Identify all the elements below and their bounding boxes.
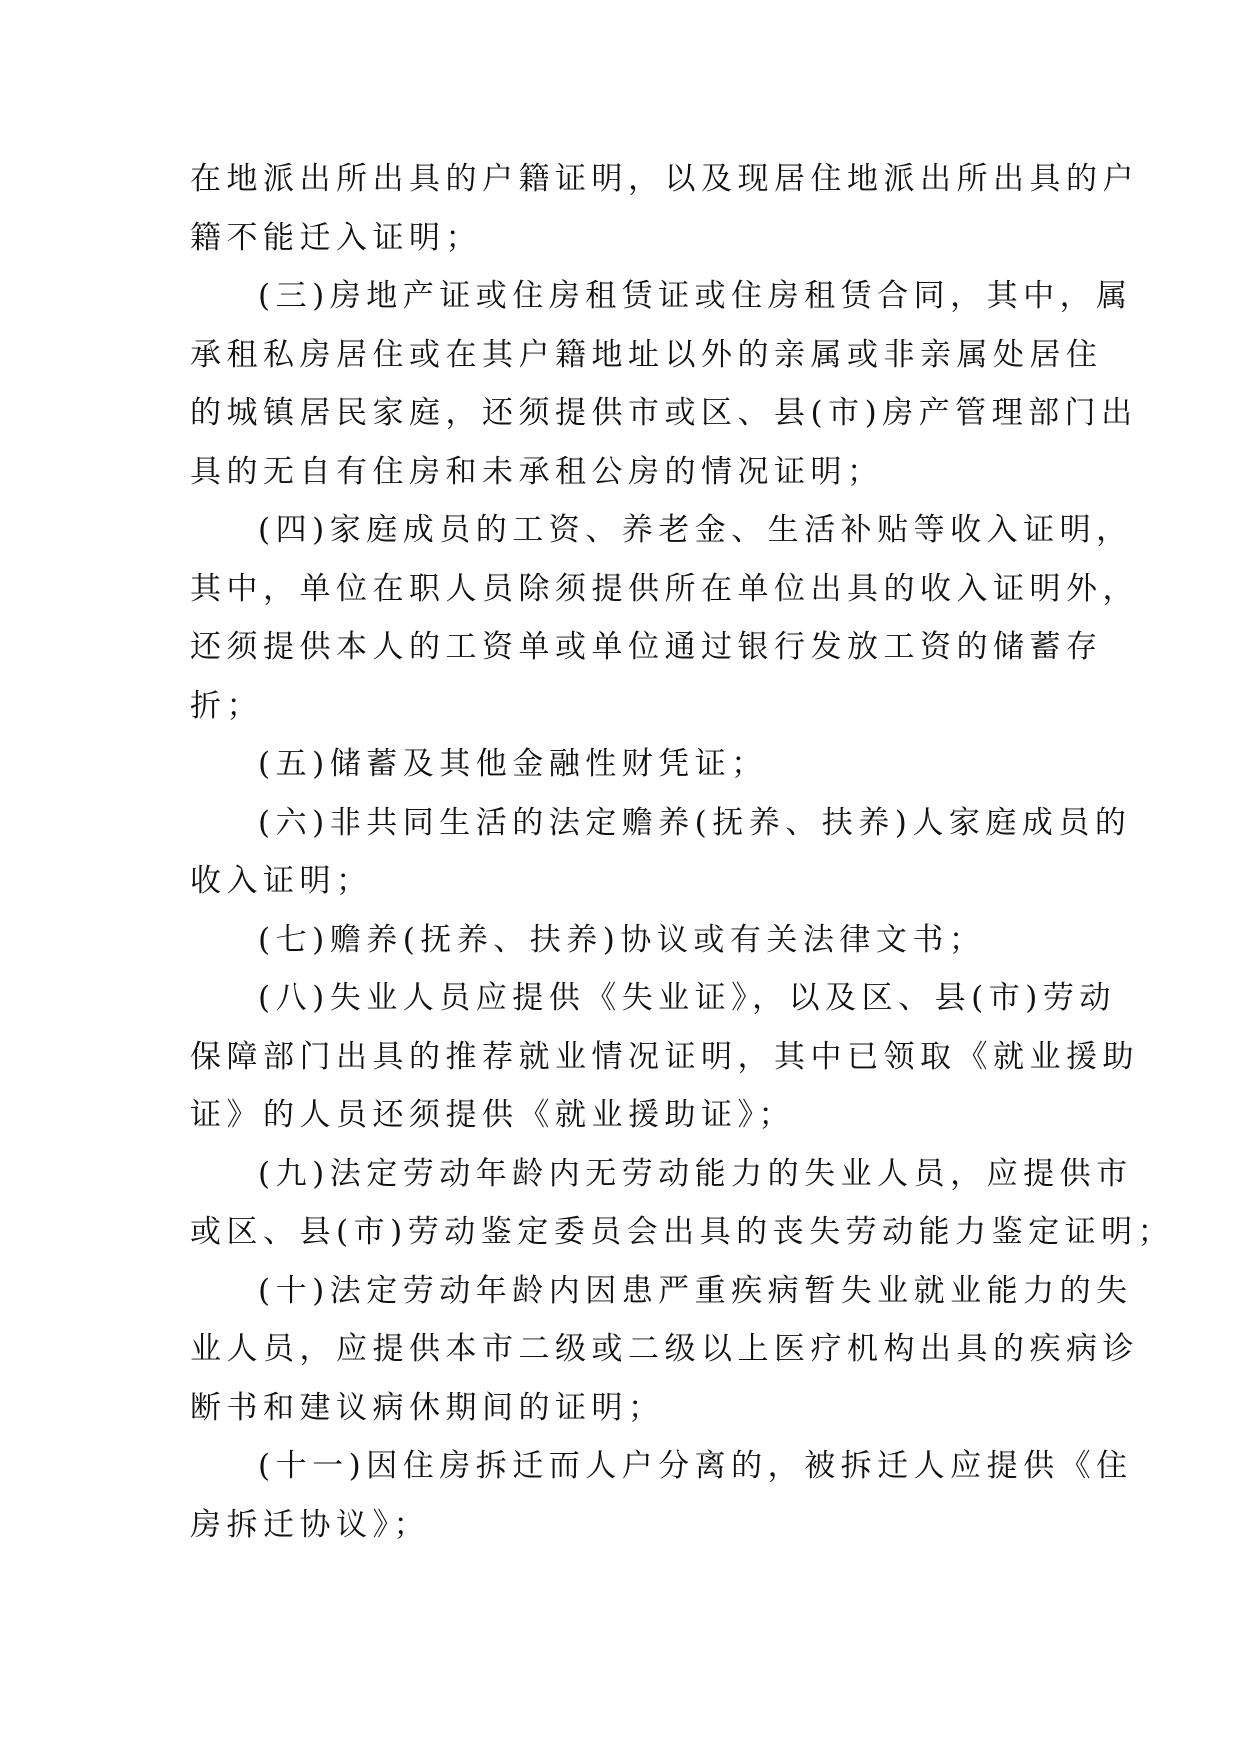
text-line: 具的无自有住房和未承租公房的情况证明； xyxy=(190,453,884,490)
text-line: (十)法定劳动年龄内因患严重疾病暂失业就业能力的失 xyxy=(258,1272,1133,1309)
text-line: (三)房地产证或住房租赁证或住房租赁合同，其中，属 xyxy=(258,278,1133,314)
text-line: 业人员，应提供本市二级或二级以上医疗机构出具的疾病诊 xyxy=(190,1331,1139,1367)
text-line: (五)储蓄及其他金融性财凭证； xyxy=(258,746,768,782)
document-body xyxy=(190,150,1175,1554)
text-line: 或区、县(市)劳动鉴定委员会出具的丧失劳动能力鉴定证明； xyxy=(190,1214,1175,1250)
text-line: 在地派出所出具的户籍证明，以及现居住地派出所出具的户 xyxy=(190,161,1139,197)
text-line: 承租私房居住或在其户籍地址以外的亲属或非亲属处居住 xyxy=(190,336,1103,373)
text-line: (六)非共同生活的法定赡养(抚养、扶养)人家庭成员的 xyxy=(258,804,1132,841)
text-line: 籍不能迁入证明； xyxy=(190,219,482,256)
text-line: 还须提供本人的工资单或单位通过银行发放工资的储蓄存 xyxy=(190,629,1103,665)
text-line: (七)赡养(抚养、扶养)协议或有关法律文书； xyxy=(258,921,986,958)
text-line: 其中，单位在职人员除须提供所在单位出具的收入证明外， xyxy=(190,570,1139,607)
text-line: 保障部门出具的推荐就业情况证明，其中已领取《就业援助 xyxy=(190,1038,1139,1075)
text-line: 证》的人员还须提供《就业援助证》； xyxy=(190,1097,795,1133)
text-line: 房拆迁协议》； xyxy=(190,1506,430,1543)
text-line: (八)失业人员应提供《失业证》，以及区、县(市)劳动 xyxy=(258,980,1116,1016)
text-line: (四)家庭成员的工资、养老金、生活补贴等收入证明， xyxy=(258,512,1133,548)
text-line: 断书和建议病休期间的证明； xyxy=(190,1389,665,1426)
text-line: 的城镇居民家庭，还须提供市或区、县(市)房产管理部门出 xyxy=(190,395,1138,431)
text-line: 折； xyxy=(190,687,263,724)
text-line: (九)法定劳动年龄内无劳动能力的失业人员，应提供市 xyxy=(258,1155,1133,1192)
text-line: 收入证明； xyxy=(190,863,373,899)
text-line: (十一)因住房拆迁而人户分离的，被拆迁人应提供《住 xyxy=(258,1448,1133,1484)
